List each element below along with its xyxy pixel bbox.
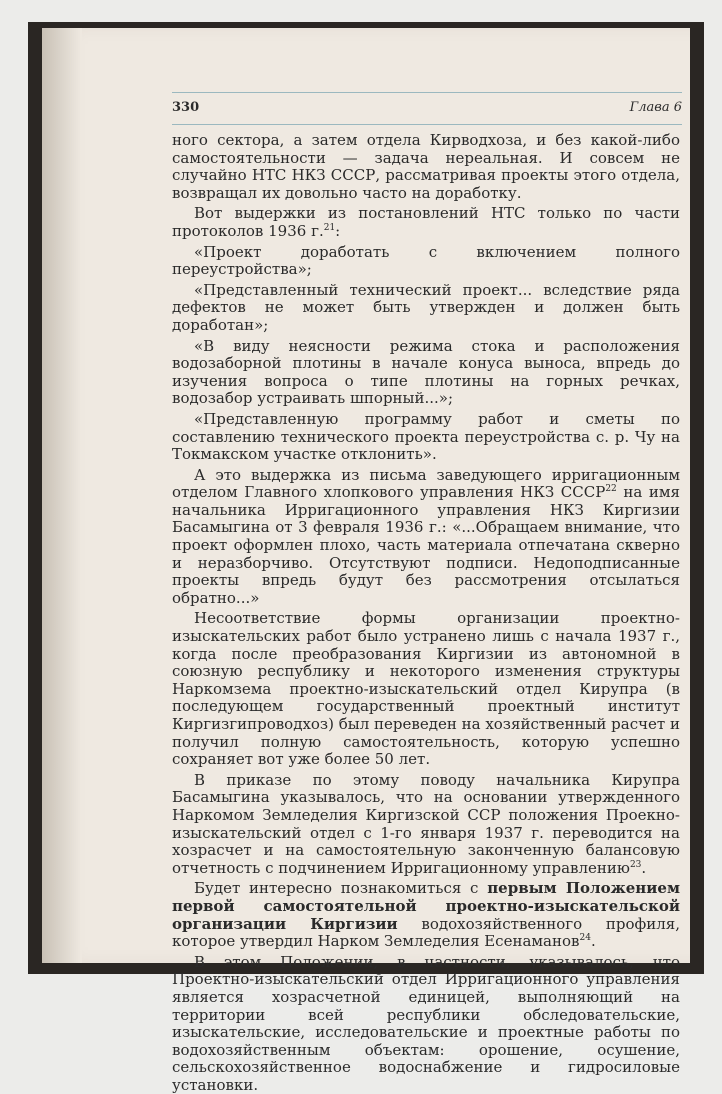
header-rule-top [172, 92, 682, 93]
text-run: Несоответствие формы организации проектно-изыскательских работ было устранено лишь с начала 1937 г., когда после преобразования Киргизии из автономной в союзную республику и некоторого изменения структуры Наркомзема проектно-изыскательский отдел Кирупра (в последующем государственный проектный институт Киргизгипроводхоз) был переведен на хозяйственный расчет и получил полную самостоятельность, которую успешно сохраняет вот уже более 50 лет. [172, 609, 680, 769]
paragraph-p3 [172, 244, 680, 279]
text-run: водохозяйственного профиля, которое утвердил Нарком Земледелия Есенаманов [172, 914, 680, 951]
text-run: Будет интересно познакомиться с [194, 879, 488, 898]
body-text [172, 132, 680, 1094]
paragraph-p2 [172, 205, 680, 240]
text-run: на имя начальника Ирригационного управления НКЗ Киргизии Басамыгина от 3 февраля 1936 г.: «...Обращаем внимание, что проект оформлен плохо, часть материала отпечатана скверно и неразборчиво. Отсутствуют подписи. Недоподписанные проекты впредь будут без рассмотрения отсылаться обратно...» [172, 483, 680, 607]
page-number: 330 [172, 100, 200, 115]
paragraph-p5 [172, 338, 680, 408]
text-run: «Представленную программу работ и сметы по составлению технического проекта переустройства с. р. Чу на Токмакском участке отклонить». [172, 409, 680, 464]
paragraph-p1 [172, 132, 680, 202]
text-run: «В виду неясности режима стока и расположения водозаборной плотины в начале конуса выноса, впредь до изучения вопроса о типе плотины на горных речках, водозабор устраивать шпорный...»; [172, 336, 680, 408]
text-run: «Проект доработать с включением полного переустройства»; [172, 242, 680, 279]
bold-text: первым Положением первой самостоятельной проектно-изыскательской организации Киргизии [172, 879, 680, 933]
paragraph-p4 [172, 282, 680, 335]
footnote-ref: 21 [323, 222, 336, 233]
text-run: В этом Положении, в частности, указывалось, что Проектно-изыскательский отдел Ирригационного управления является хозрасчетной единицей, выполняющий на территории всей республики обследовательские, изыскательские, исследовательские и проектные работы по водохозяйственным объектам: орошение, осушение, сельскохозяйственное водоснабжение и гидросиловые установки. [172, 952, 680, 1094]
header-rule-bottom [172, 124, 682, 125]
text-run: А это выдержка из письма заведующего ирригационным отделом Главного хлопкового управления НКЗ СССР [172, 465, 680, 502]
paragraph-p11 [172, 954, 680, 1094]
paragraph-p8 [172, 610, 680, 768]
paragraph-p6 [172, 411, 680, 464]
page-gutter-shadow [42, 28, 82, 963]
text-run: В приказе по этому поводу начальника Кирупра Басамыгина указывалось, что на основании утвержденного Наркомом Земледелия Киргизской ССР положения Проекно-изыскательский отдел с 1-го января 1937 г. переводится на хозрасчет и на самостоятельную законченную балансовую отчетность с подчинением Ирригационному управлению [172, 770, 680, 877]
text-run: : [335, 221, 341, 240]
text-run: . [590, 932, 596, 951]
footnote-ref: 22 [605, 484, 617, 495]
paragraph-p9 [172, 772, 680, 878]
paragraph-p7 [172, 467, 680, 608]
footnote-ref: 24 [579, 933, 591, 944]
text-run: ного сектора, а затем отдела Кирводхоза, и без какой-либо самостоятельности — задача нереальная. И совсем не случайно НТС НКЗ СССР, рассматривая проекты этого отдела, возвращал их довольно часто на доработку. [172, 131, 680, 202]
text-run: «Представленный технический проект... вследствие ряда дефектов не может быть утвержден и должен быть доработан»; [172, 280, 680, 334]
paragraph-p10 [172, 880, 680, 950]
chapter-title: Глава 6 [629, 100, 682, 115]
footnote-ref: 23 [629, 859, 642, 870]
text-run: . [641, 858, 647, 877]
text-run: Вот выдержки из постановлений НТС только по части протоколов 1936 г. [172, 204, 680, 240]
